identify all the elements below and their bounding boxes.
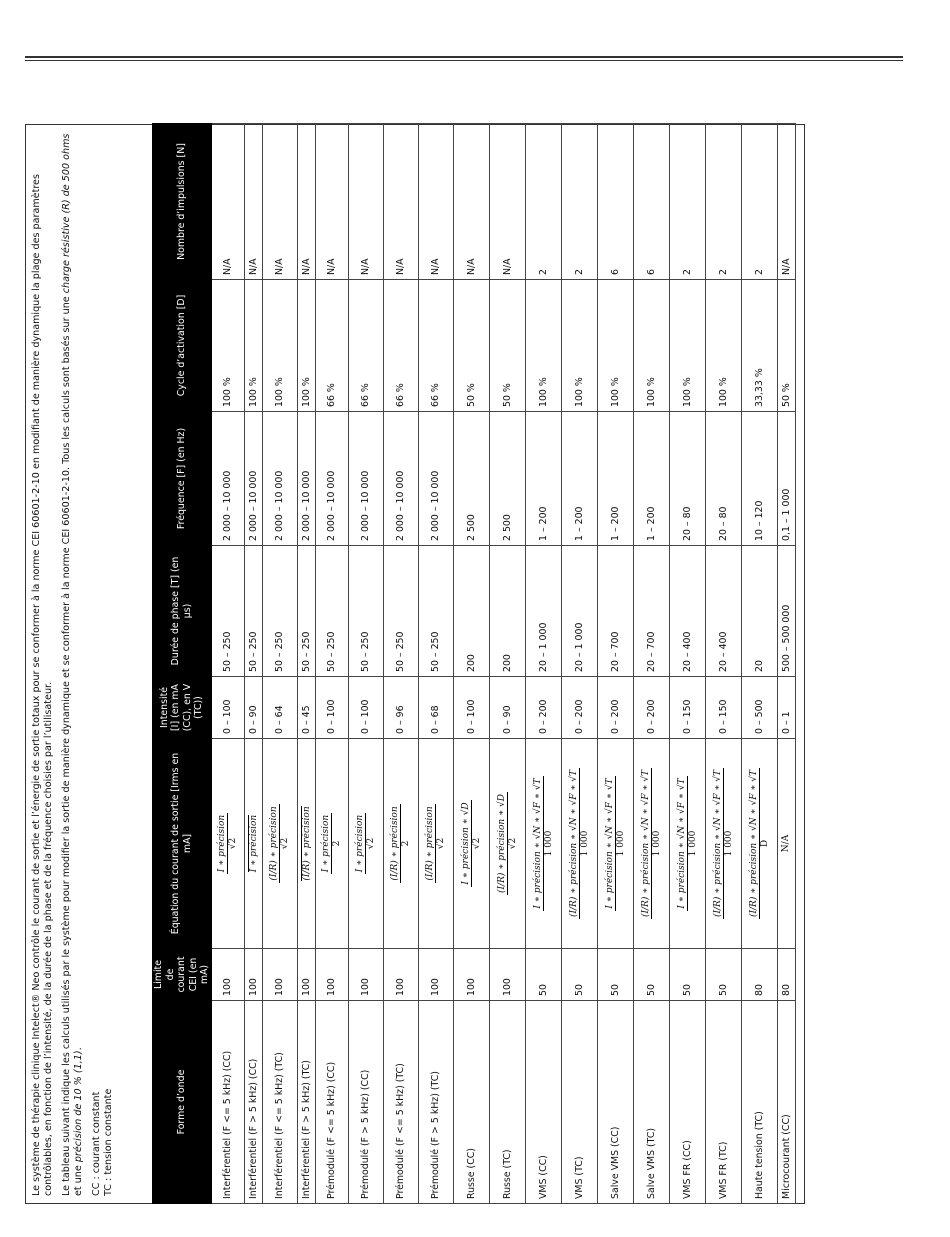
cell-pulses: 2	[525, 124, 561, 280]
cell-duty: 100 %	[525, 280, 561, 412]
cell-limit: 100	[211, 949, 244, 1001]
cell-duty: 50 %	[777, 280, 795, 412]
cell-limit: 100	[244, 949, 262, 1001]
cell-limit: 100	[453, 949, 489, 1001]
equation-fraction	[749, 768, 770, 919]
intro-p2-text-c: .	[73, 1047, 84, 1051]
header-equation: Équation du courant de sortie [Irms en mA]	[153, 739, 212, 949]
intro-p2-emphasis-2: précision de 10 % (1,1)	[73, 1050, 84, 1163]
cell-equation	[348, 739, 383, 949]
table-row	[525, 124, 561, 1204]
cell-intensity: 0 – 100	[453, 677, 489, 739]
equation-numerator: (I/R) ∗ précision ∗ √N ∗ √F ∗ √T	[640, 769, 651, 918]
equation-fraction	[321, 813, 342, 874]
cell-phase: 200	[453, 546, 489, 677]
cell-pulses: N/A	[262, 124, 297, 280]
table-row	[297, 124, 315, 1204]
table-header-row	[153, 124, 212, 1204]
cell-duty: 33,33 %	[741, 280, 777, 412]
cell-phase: 20 – 400	[669, 546, 705, 677]
cell-phase: 50 – 250	[348, 546, 383, 677]
intro-paragraph-2	[61, 132, 85, 1196]
cell-frequency: 2 000 – 10 000	[262, 412, 297, 546]
cell-equation	[777, 739, 795, 949]
cell-equation	[489, 739, 525, 949]
equation-numerator: (I/R) ∗ précision ∗ √D	[496, 793, 507, 894]
cell-intensity: 0 – 100	[211, 677, 244, 739]
cell-frequency: 2 000 – 10 000	[211, 412, 244, 546]
legend-tc: TC : tension constante	[103, 1088, 114, 1196]
equation-text: N/A	[781, 834, 791, 853]
cell-equation	[383, 739, 418, 949]
table-row	[777, 124, 795, 1204]
cell-frequency: 2 000 – 10 000	[297, 412, 315, 546]
cell-frequency: 0,1 – 1 000	[777, 412, 795, 546]
equation-numerator: (I/R) ∗ précision	[390, 806, 400, 881]
equation-numerator: I ∗ précision ∗ √N ∗ √F ∗ √T	[532, 778, 543, 909]
table-row	[244, 124, 262, 1204]
cell-duty: 100 %	[705, 280, 741, 412]
intro-paragraph-1: Le système de thérapie clinique Intelect® Neo contrôle le courant de sortie et l’énergie de sortie totaux pour se conformer à la norme CEI 60601-2-10 en modifiant de manière dynamique la plage des paramètres contrôlables, en fonction de l’intensité, de la durée de la phase et de la fréquence choisies par l’utilisateur.	[31, 174, 54, 1196]
cell-phase: 20	[741, 546, 777, 677]
cell-waveform: VMS FR (CC)	[669, 1001, 705, 1204]
equation-fraction	[713, 768, 734, 919]
cell-duty: 100 %	[669, 280, 705, 412]
cell-phase: 50 – 250	[211, 546, 244, 677]
cell-intensity: 0 – 500	[741, 677, 777, 739]
cell-intensity: 0 – 100	[315, 677, 348, 739]
rotated-page-content	[25, 124, 805, 1204]
equation-numerator: I ∗ précision ∗ √D	[460, 802, 471, 885]
equation-fraction	[461, 800, 482, 886]
cell-intensity: 0 – 45	[297, 677, 315, 739]
cell-phase: 20 – 700	[633, 546, 669, 677]
equation-denominator: 2	[332, 840, 342, 847]
equation-denominator: 1 000	[615, 830, 626, 857]
cell-waveform: Interférentiel (F > 5 kHz) (CC)	[244, 1001, 262, 1204]
cell-intensity: 0 – 1	[777, 677, 795, 739]
cell-pulses: N/A	[777, 124, 795, 280]
equation-denominator: 1 000	[651, 830, 662, 857]
cell-intensity: 0 – 96	[383, 677, 418, 739]
cell-frequency: 2 000 – 10 000	[315, 412, 348, 546]
cell-waveform: Russe (CC)	[453, 1001, 489, 1204]
cell-phase: 50 – 250	[418, 546, 453, 677]
cell-equation	[525, 739, 561, 949]
table-row	[597, 124, 633, 1204]
cell-pulses: N/A	[453, 124, 489, 280]
cell-frequency: 10 – 120	[741, 412, 777, 546]
cell-phase: 50 – 250	[383, 546, 418, 677]
cell-frequency: 2 000 – 10 000	[244, 412, 262, 546]
cell-waveform: Salve VMS (TC)	[633, 1001, 669, 1204]
table-row	[669, 124, 705, 1204]
cell-phase: 50 – 250	[244, 546, 262, 677]
cell-waveform: Prémodulé (F <= 5 kHz) (TC)	[383, 1001, 418, 1204]
cell-duty: 66 %	[348, 280, 383, 412]
cell-frequency: 2 000 – 10 000	[348, 412, 383, 546]
cell-limit: 100	[489, 949, 525, 1001]
cell-limit: 100	[262, 949, 297, 1001]
cell-limit: 80	[777, 949, 795, 1001]
output-current-table	[152, 123, 796, 1204]
equation-text: (I/R) ∗ précision	[301, 806, 312, 881]
header-rule-thin	[25, 60, 903, 61]
equation-denominator: 1 000	[579, 830, 590, 857]
equation-denominator: √2	[228, 837, 238, 850]
equation-numerator: (I/R) ∗ précision ∗ √N ∗ √F ∗ √T	[748, 769, 759, 918]
cell-limit: 50	[705, 949, 741, 1001]
header-waveform: Forme d’onde	[153, 1001, 212, 1204]
header-duty: Cycle d’activation [D]	[153, 280, 212, 412]
cell-pulses: 6	[597, 124, 633, 280]
cell-frequency: 2 000 – 10 000	[418, 412, 453, 546]
table-row	[315, 124, 348, 1204]
cell-frequency: 1 – 200	[597, 412, 633, 546]
cell-frequency: 20 – 80	[705, 412, 741, 546]
cell-duty: 100 %	[297, 280, 315, 412]
cell-pulses: N/A	[489, 124, 525, 280]
cell-pulses: 2	[705, 124, 741, 280]
cell-pulses: N/A	[297, 124, 315, 280]
cell-equation	[633, 739, 669, 949]
equation-numerator: I ∗ précision ∗ √N ∗ √F ∗ √T	[604, 778, 615, 909]
equation-numerator: I ∗ précision ∗ √N ∗ √F ∗ √T	[676, 778, 687, 909]
cell-phase: 50 – 250	[297, 546, 315, 677]
cell-phase: 20 – 700	[597, 546, 633, 677]
cell-limit: 50	[525, 949, 561, 1001]
equation-denominator: 2	[401, 840, 411, 847]
cell-phase: 20 – 1 000	[561, 546, 597, 677]
cell-duty: 100 %	[244, 280, 262, 412]
cell-equation	[244, 739, 262, 949]
cell-frequency: 1 – 200	[561, 412, 597, 546]
cell-waveform: Interférentiel (F <= 5 kHz) (CC)	[211, 1001, 244, 1204]
equation-fraction	[605, 776, 626, 910]
cell-pulses: N/A	[244, 124, 262, 280]
cell-pulses: 2	[741, 124, 777, 280]
equation-numerator: (I/R) ∗ précision ∗ √N ∗ √F ∗ √T	[712, 769, 723, 918]
header-frequency: Fréquence [F] (en Hz)	[153, 412, 212, 546]
equation-fraction	[390, 804, 411, 882]
table-row	[705, 124, 741, 1204]
table-row	[453, 124, 489, 1204]
equation-denominator: √2	[436, 837, 446, 850]
cell-phase: 20 – 400	[705, 546, 741, 677]
table-row	[489, 124, 525, 1204]
cell-limit: 100	[297, 949, 315, 1001]
cell-equation	[211, 739, 244, 949]
cell-waveform: VMS (TC)	[561, 1001, 597, 1204]
cell-phase: 200	[489, 546, 525, 677]
header-limit: Limite de courant CEI (en mA)	[153, 949, 212, 1001]
equation-fraction	[569, 768, 590, 919]
cell-pulses: 6	[633, 124, 669, 280]
header-pulses: Nombre d’impulsions [N]	[153, 124, 212, 280]
equation-fraction	[533, 776, 554, 910]
cell-frequency: 20 – 80	[669, 412, 705, 546]
cell-waveform: Russe (TC)	[489, 1001, 525, 1204]
equation-denominator: √2	[280, 837, 290, 850]
cell-limit: 50	[669, 949, 705, 1001]
cell-frequency: 2 000 – 10 000	[383, 412, 418, 546]
cell-duty: 100 %	[211, 280, 244, 412]
cell-intensity: 0 – 200	[633, 677, 669, 739]
cell-waveform: Prémodulé (F > 5 kHz) (CC)	[348, 1001, 383, 1204]
cell-intensity: 0 – 64	[262, 677, 297, 739]
cell-waveform: Prémodulé (F <= 5 kHz) (CC)	[315, 1001, 348, 1204]
cell-waveform: Salve VMS (CC)	[597, 1001, 633, 1204]
cell-intensity: 0 – 200	[525, 677, 561, 739]
cell-intensity: 0 – 100	[348, 677, 383, 739]
equation-numerator: I ∗ précision	[355, 814, 365, 873]
equation-fraction	[677, 776, 698, 910]
cell-pulses: N/A	[315, 124, 348, 280]
cell-limit: 50	[597, 949, 633, 1001]
header-phase: Durée de phase [T] (en µs)	[153, 546, 212, 677]
table-row	[383, 124, 418, 1204]
equation-fraction	[497, 792, 518, 895]
intro-p2-text-a: Le tableau suivant indique les calculs utilisés par le système pour modifier la sortie de manière dynamique et se conformer à la norme CEI 60601-2-10. Tous les calculs sont basés sur une	[61, 293, 72, 1196]
equation-fraction	[641, 768, 662, 919]
cell-duty: 100 %	[262, 280, 297, 412]
cell-waveform: Interférentiel (F <= 5 kHz) (TC)	[262, 1001, 297, 1204]
equation-text: I ∗ précision	[248, 814, 259, 873]
table-row	[348, 124, 383, 1204]
cell-pulses: N/A	[348, 124, 383, 280]
equation-denominator: 1 000	[543, 830, 554, 857]
equation-fraction	[355, 813, 376, 874]
cell-frequency: 1 – 200	[633, 412, 669, 546]
cell-waveform: Interférentiel (F > 5 kHz) (TC)	[297, 1001, 315, 1204]
cell-frequency: 2 500	[489, 412, 525, 546]
cell-equation	[561, 739, 597, 949]
intro-p2-text-b: et une	[73, 1162, 84, 1196]
cell-limit: 100	[315, 949, 348, 1001]
equation-denominator: √2	[507, 837, 518, 850]
equation-fraction	[217, 813, 238, 874]
cell-limit: 100	[348, 949, 383, 1001]
cell-intensity: 0 – 90	[489, 677, 525, 739]
cell-frequency: 2 500	[453, 412, 489, 546]
cell-equation	[705, 739, 741, 949]
cell-equation	[453, 739, 489, 949]
cell-intensity: 0 – 150	[705, 677, 741, 739]
equation-fraction	[269, 804, 290, 882]
cell-equation	[418, 739, 453, 949]
equation-denominator: √2	[471, 837, 482, 850]
cell-pulses: N/A	[383, 124, 418, 280]
cell-phase: 50 – 250	[262, 546, 297, 677]
cell-equation	[669, 739, 705, 949]
cell-waveform: Prémodulé (F > 5 kHz) (TC)	[418, 1001, 453, 1204]
cell-intensity: 0 – 200	[597, 677, 633, 739]
cell-pulses: 2	[669, 124, 705, 280]
table-row	[741, 124, 777, 1204]
equation-fraction	[425, 804, 446, 882]
table-row	[418, 124, 453, 1204]
cell-intensity: 0 – 90	[244, 677, 262, 739]
cell-limit: 50	[561, 949, 597, 1001]
equation-denominator: 1 000	[723, 830, 734, 857]
cell-intensity: 0 – 200	[561, 677, 597, 739]
cell-waveform: Microcourant (CC)	[777, 1001, 795, 1204]
equation-numerator: (I/R) ∗ précision	[269, 806, 279, 881]
header-intensity: Intensité [I] (en mA (CC), en V (TC))	[153, 677, 212, 739]
cell-duty: 50 %	[489, 280, 525, 412]
equation-denominator: 1 000	[687, 830, 698, 857]
cell-limit: 50	[633, 949, 669, 1001]
cell-phase: 50 – 250	[315, 546, 348, 677]
header-rule	[25, 56, 903, 58]
cell-equation	[315, 739, 348, 949]
cell-waveform: VMS FR (TC)	[705, 1001, 741, 1204]
cell-intensity: 0 – 68	[418, 677, 453, 739]
cell-duty: 66 %	[418, 280, 453, 412]
cell-intensity: 0 – 150	[669, 677, 705, 739]
table-row	[211, 124, 244, 1204]
cell-duty: 100 %	[561, 280, 597, 412]
cell-waveform: VMS (CC)	[525, 1001, 561, 1204]
cell-limit: 100	[418, 949, 453, 1001]
cell-duty: 66 %	[383, 280, 418, 412]
cell-waveform: Haute tension (TC)	[741, 1001, 777, 1204]
cell-phase: 500 – 500 000	[777, 546, 795, 677]
cell-frequency: 1 – 200	[525, 412, 561, 546]
table-row	[561, 124, 597, 1204]
cell-pulses: N/A	[211, 124, 244, 280]
table-row	[262, 124, 297, 1204]
cell-duty: 66 %	[315, 280, 348, 412]
cell-phase: 20 – 1 000	[525, 546, 561, 677]
equation-numerator: (I/R) ∗ précision ∗ √N ∗ √F ∗ √T	[568, 769, 579, 918]
cell-duty: 100 %	[633, 280, 669, 412]
cell-duty: 100 %	[597, 280, 633, 412]
cell-limit: 80	[741, 949, 777, 1001]
cell-pulses: N/A	[418, 124, 453, 280]
cell-equation	[262, 739, 297, 949]
cell-equation	[297, 739, 315, 949]
intro-text	[25, 124, 155, 1204]
equation-numerator: I ∗ précision	[321, 814, 331, 873]
equation-numerator: I ∗ précision	[217, 814, 227, 873]
intro-p2-emphasis-1: charge résistive (R) de 500 ohms	[61, 133, 72, 294]
cell-duty: 50 %	[453, 280, 489, 412]
cell-equation	[741, 739, 777, 949]
equation-denominator: D	[759, 839, 770, 848]
cell-equation	[597, 739, 633, 949]
equation-numerator: (I/R) ∗ précision	[425, 806, 435, 881]
legend-cc: CC : courant constant	[91, 1091, 102, 1196]
cell-pulses: 2	[561, 124, 597, 280]
equation-denominator: √2	[366, 837, 376, 850]
table-row	[633, 124, 669, 1204]
cell-limit: 100	[383, 949, 418, 1001]
